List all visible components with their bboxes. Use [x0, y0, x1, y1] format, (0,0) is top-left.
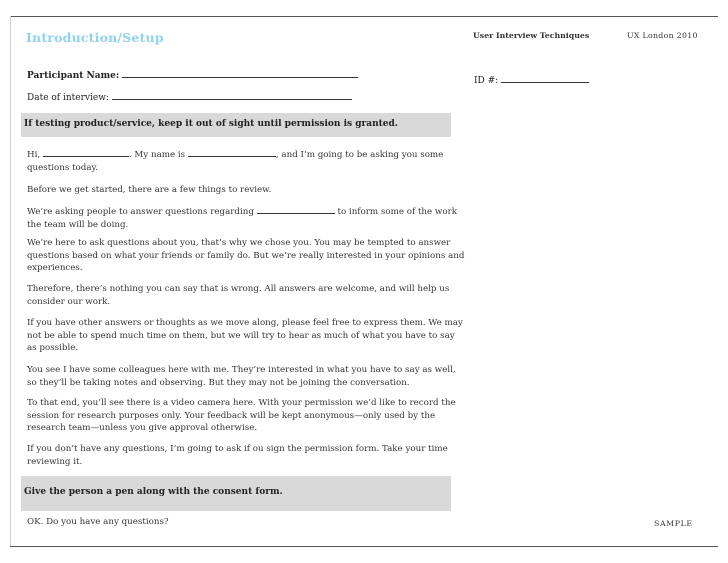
greeting-name: . My name is — [128, 150, 186, 160]
id-label: ID #: — [474, 76, 499, 86]
script-paragraph-camera: To that end, you’ll see there is a video camera here. With your permission we’d like to record the session for research purposes only. Your feedback will be kept anonymous—only used by the research team—unless you give approval otherwise. — [27, 398, 456, 433]
script-paragraph-greeting — [27, 148, 467, 174]
script-paragraph-review: Before we get started, there are a few things to review. — [27, 185, 272, 195]
topic-blank[interactable] — [257, 205, 335, 214]
script-paragraph-colleagues: You see I have some colleagues here with me. They’re interested in what you have to say as well, so they’ll be taking notes and observing. But they may not be joining the conversation. — [27, 365, 456, 388]
id-blank[interactable] — [501, 73, 589, 83]
bottom-rule — [10, 546, 718, 547]
participant-name-field — [27, 68, 358, 81]
participant-name-label: Participant Name: — [27, 71, 120, 81]
participant-name-blank[interactable] — [122, 68, 358, 78]
interview-date-label: Date of interview: — [27, 93, 109, 103]
script-paragraph-about-you: We’re here to ask questions about you, that’s why we chose you. You may be tempted to answer questions based on what your friends or family do. But we’re really interested in your opinions and experiences. — [27, 238, 465, 273]
sample-stamp: SAMPLE — [654, 519, 693, 528]
script-paragraph-permission: If you don’t have any questions, I’m going to ask if ou sign the permission form. Take your time reviewing it. — [27, 444, 448, 467]
script-paragraph-questions: OK. Do you have any questions? — [27, 517, 169, 527]
topic-text-a: We’re asking people to answer questions regarding — [27, 207, 254, 217]
callout-product-hidden — [21, 113, 451, 137]
script-paragraph-topic — [27, 205, 467, 231]
interviewer-name-blank[interactable] — [188, 148, 276, 157]
id-field — [474, 73, 589, 86]
section-title: Introduction/Setup — [26, 30, 164, 45]
left-rule — [10, 16, 11, 547]
interviewee-name-blank[interactable] — [43, 148, 129, 157]
greeting-rest: , and I’m going to be asking you some questions today. — [27, 150, 444, 173]
top-rule — [10, 16, 718, 17]
script-paragraph-other-thoughts: If you have other answers or thoughts as we move along, please feel free to express them. We may not be able to spend much time on them, but we will try to hear as much of what you have to say as possible. — [27, 318, 463, 353]
course-title: User Interview Techniques — [473, 31, 590, 40]
greeting-hi: Hi, — [27, 150, 41, 160]
script-paragraph-no-wrong: Therefore, there’s nothing you can say that is wrong. All answers are welcome, and will help us consider our work. — [27, 284, 450, 307]
topic-text-b: to inform some of the work the team will be doing. — [27, 207, 458, 230]
callout-consent-form-text: Give the person a pen along with the consent form. — [24, 487, 283, 497]
callout-product-hidden-text: If testing product/service, keep it out of sight until permission is granted. — [24, 119, 398, 129]
interview-date-field — [27, 90, 352, 103]
interview-date-blank[interactable] — [112, 90, 352, 100]
callout-consent-form — [21, 476, 451, 511]
event-title: UX London 2010 — [627, 31, 698, 40]
